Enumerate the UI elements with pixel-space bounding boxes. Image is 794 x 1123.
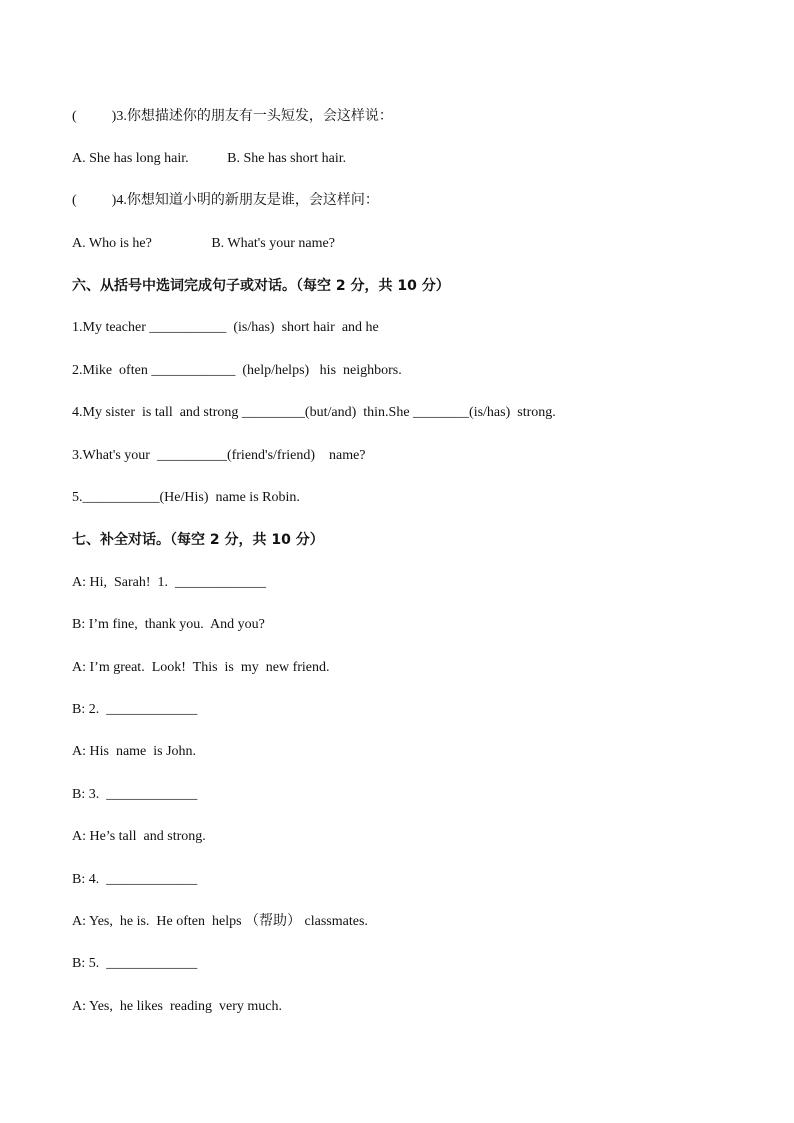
dialogue-line: B: 4. _____________ [72,872,198,887]
section-6-item: 4.My sister is tall and strong _________(but/and) thin.She ________(is/has) strong. [72,405,556,420]
dialogue-line: A: Yes, he is. He often helps （帮助） classmates. [72,914,368,929]
dialogue-line: B: 2. _____________ [72,702,198,717]
dialogue-line: B: 5. _____________ [72,956,198,971]
section-7-heading: 七、补全对话。（每空 2 分，共 10 分） [72,532,324,548]
dialogue-line: A: Yes, he likes reading very much. [72,999,282,1014]
dialogue-line: B: I’m fine, thank you. And you? [72,617,265,632]
question-3-options: A. She has long hair. B. She has short hair. [72,151,347,166]
section-6-heading: 六、从括号中选词完成句子或对话。（每空 2 分，共 10 分） [72,278,450,294]
section-6-item: 3.What's your __________(friend's/friend) name? [72,448,366,463]
section-6-item: 2.Mike often ____________ (help/helps) his neighbors. [72,363,402,378]
question-3: ( )3.你想描述你的朋友有一头短发，会这样说： [72,109,393,124]
question-4-options: A. Who is he? B. What's your name? [72,236,335,251]
section-6-item: 5.___________(He/His) name is Robin. [72,490,300,505]
section-6-item: 1.My teacher ___________ (is/has) short hair and he [72,320,379,335]
question-4: ( )4.你想知道小明的新朋友是谁，会这样问： [72,193,379,208]
dialogue-line: A: I’m great. Look! This is my new friend. [72,660,330,675]
dialogue-line: A: He’s tall and strong. [72,829,206,844]
dialogue-line: A: Hi, Sarah! 1. _____________ [72,575,267,590]
dialogue-line: B: 3. _____________ [72,787,198,802]
dialogue-line: A: His name is John. [72,744,197,759]
